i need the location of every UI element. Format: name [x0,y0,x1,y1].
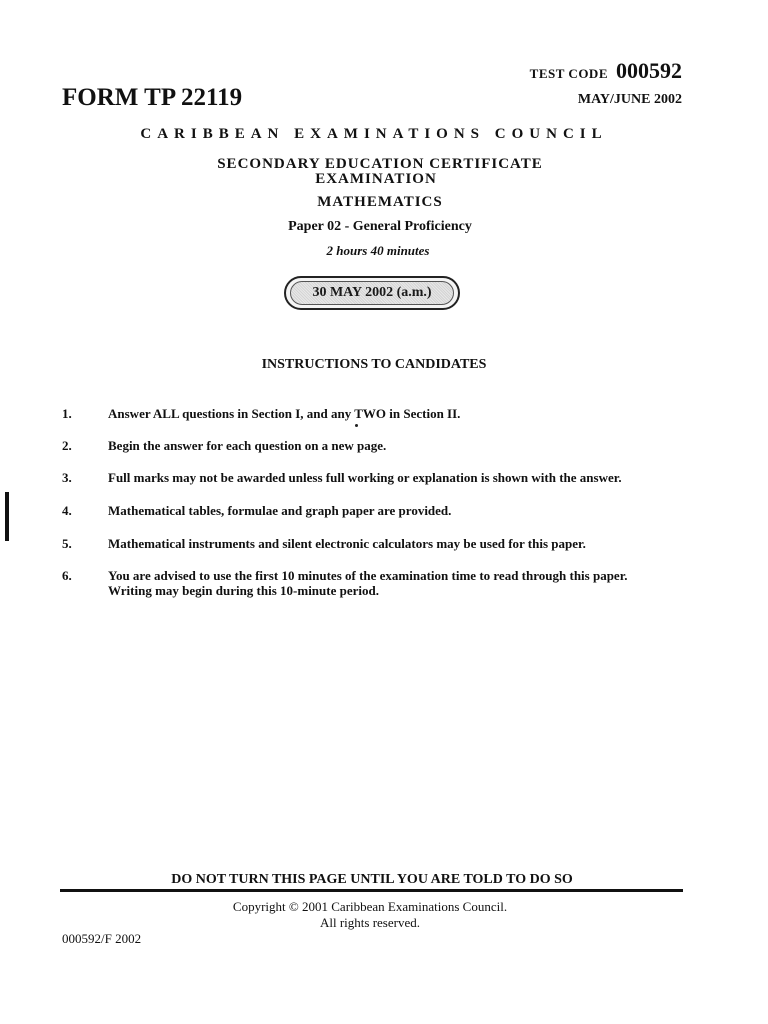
instruction-number: 1. [62,406,72,421]
exam-date-stamp [284,276,460,310]
instruction-number: 6. [62,568,72,583]
instruction-number: 3. [62,470,72,485]
instruction-line: Writing may begin during this 10-minute period. [108,583,379,598]
stray-mark [355,424,358,427]
instruction-number: 4. [62,503,72,518]
test-code-label: TEST CODE [529,66,608,81]
footer-divider [60,889,683,892]
do-not-turn-warning: DO NOT TURN THIS PAGE UNTIL YOU ARE TOLD TO DO SO [171,872,573,887]
rights-line: All rights reserved. [319,915,420,930]
test-code [530,58,682,84]
instruction-text [108,470,698,485]
instruction-line: Full marks may not be awarded unless full working or explanation is shown with the answer. [108,470,622,485]
instruction-text [108,503,698,518]
instruction-line: Begin the answer for each question on a new page. [108,438,387,453]
instruction-line: You are advised to use the first 10 minutes of the examination time to read through this paper. [108,568,628,583]
exam-session: MAY/JUNE 2002 [577,92,682,107]
instruction-text [108,406,698,421]
instruction-number: 2. [62,438,72,453]
form-code: FORM TP 22119 [62,84,243,111]
copyright-notice [60,899,680,931]
exam-date: 30 MAY 2002 (a.m.) [290,281,454,305]
instruction-text [108,438,698,453]
copyright-line: Copyright © 2001 Caribbean Examinations Council. [232,899,508,914]
instruction-line: Answer ALL questions in Section I, and any TWO in Section II. [108,406,461,421]
instruction-text [108,536,698,551]
instructions-heading: INSTRUCTIONS TO CANDIDATES [261,357,487,372]
instruction-number: 5. [62,536,72,551]
paper-title: Paper 02 - General Proficiency [288,219,472,234]
certificate-title-line2: EXAMINATION [315,171,437,187]
subject-title: MATHEMATICS [317,194,443,210]
instruction-text [108,568,698,598]
test-code-value: 000592 [616,58,682,83]
certificate-title-line1: SECONDARY EDUCATION CERTIFICATE [217,156,543,172]
exam-duration: 2 hours 40 minutes [326,243,430,258]
document-code: 000592/F 2002 [62,931,142,946]
council-name: CARIBBEAN EXAMINATIONS COUNCIL [140,126,608,142]
instruction-line: Mathematical instruments and silent electronic calculators may be used for this paper. [108,536,586,551]
instruction-line: Mathematical tables, formulae and graph paper are provided. [108,503,452,518]
margin-mark [5,492,9,541]
